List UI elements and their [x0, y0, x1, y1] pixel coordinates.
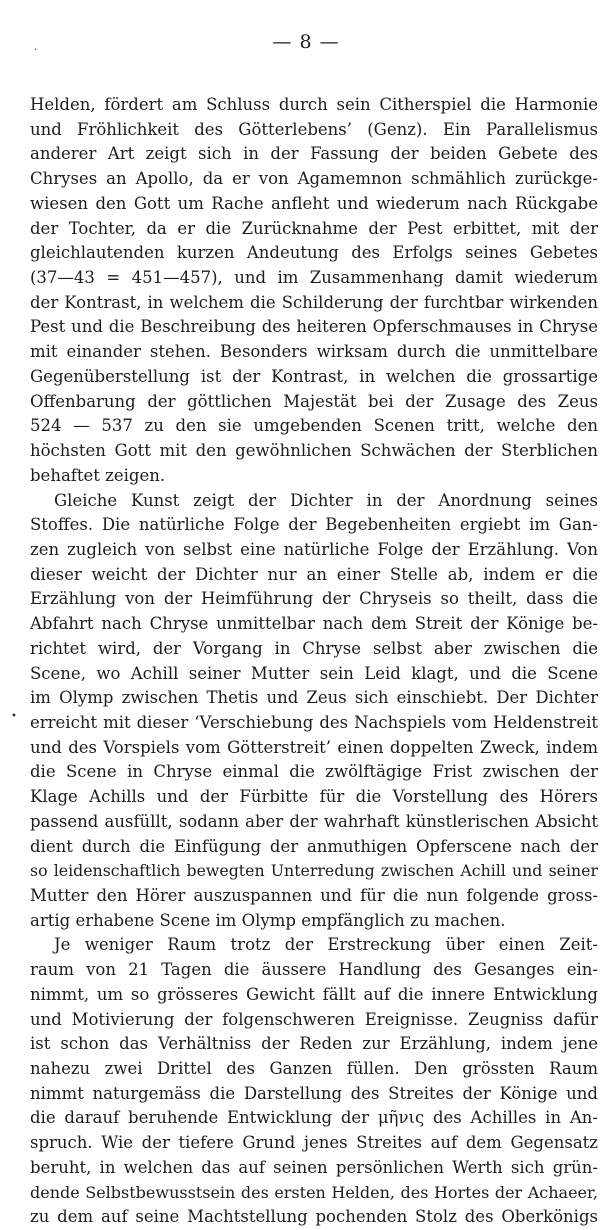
paragraph-end-line: behaftet zeigen. — [30, 465, 166, 485]
text-line: gleichlautenden kurzen Andeutung des Erfolgs seines Gebetes — [30, 243, 598, 263]
text-line: Scene, wo Achill seiner Mutter sein Leid klagt, und die Scene — [30, 663, 598, 683]
text-line: Mutter den Hörer auszuspannen und für die nun folgende gross- — [30, 886, 598, 905]
page-number: — 8 — — [272, 31, 340, 53]
text-line: raum von 21 Tagen die äussere Handlung des Gesanges ein- — [30, 960, 598, 980]
text-line: nimmt, um so grösseres Gewicht fällt auf die innere Entwicklung — [30, 984, 598, 1004]
print-speck: · — [34, 45, 38, 56]
text-line: passend ausfüllt, sodann aber der wahrhaft künstlerischen Absicht — [30, 811, 598, 831]
text-line: Offenbarung der göttlichen Majestät bei der Zusage des Zeus — [30, 391, 598, 411]
text-line: 524 — 537 zu den sie umgebenden Scenen tritt, welche den — [30, 416, 598, 436]
text-line: Abfahrt nach Chryse unmittelbar nach dem Streit der Könige be- — [30, 614, 598, 634]
text-line: mit einander stehen. Besonders wirksam durch die unmittelbare — [30, 342, 598, 362]
text-line: und Fröhlichkeit des Götterlebens’ (Genz). Ein Parallelismus — [30, 119, 598, 139]
text-line: und des Vorspiels vom Götterstreit’ einen doppelten Zweck, indem — [30, 737, 598, 757]
text-line: dende Selbstbewusstsein des ersten Helden, des Hortes der Achaeer, — [30, 1182, 598, 1202]
text-line: zu dem auf seine Machtstellung pochenden Stolz des Oberkönigs — [30, 1207, 598, 1227]
paragraph-end-line: artig erhabene Scene im Olymp empfänglich zu machen. — [30, 910, 506, 930]
text-line: Klage Achills und der Fürbitte für die Vorstellung des Hörers — [30, 787, 598, 807]
text-line: Chryses an Apollo, da er von Agamemnon schmählich zurückge- — [30, 169, 598, 189]
text-line: Helden, fördert am Schluss durch sein Citherspiel die Harmonie — [30, 95, 598, 114]
text-line: die darauf beruhende Entwicklung der μῆνις des Achilles in An- — [30, 1108, 598, 1128]
body-text — [30, 93, 598, 1230]
print-speck: • — [11, 711, 17, 722]
text-line: (37—43 = 451—457), und im Zusammenhang damit wiederum — [30, 268, 598, 288]
text-line: Stoffes. Die natürliche Folge der Begebenheiten ergiebt im Gan- — [30, 515, 598, 535]
text-line: richtet wird, der Vorgang in Chryse selbst aber zwischen die — [30, 638, 598, 658]
text-line: erreicht mit dieser ‘Verschiebung des Nachspiels vom Heldenstreit — [30, 712, 598, 732]
text-line: die Scene in Chryse einmal die zwölftägige Frist zwischen der — [30, 762, 598, 782]
text-line: nahezu zwei Drittel des Ganzen füllen. Den grössten Raum — [30, 1059, 598, 1079]
text-line: dieser weicht der Dichter nur an einer Stelle ab, indem er die — [30, 564, 598, 584]
text-line: anderer Art zeigt sich in der Fassung der beiden Gebete des — [30, 144, 598, 164]
paragraph-start-line: Gleiche Kunst zeigt der Dichter in der Anordnung seines — [54, 490, 598, 510]
text-line: im Olymp zwischen Thetis und Zeus sich einschiebt. Der Dichter — [30, 688, 598, 708]
text-line: und Motivierung der folgenschweren Ereignisse. Zeugniss dafür — [30, 1009, 598, 1029]
text-line: ist schon das Verhältniss der Reden zur Erzählung, indem jene — [30, 1034, 598, 1054]
text-line: Gegenüberstellung ist der Kontrast, in welchen die grossartige — [30, 366, 598, 386]
text-line: zen zugleich von selbst eine natürliche Folge der Erzählung. Von — [30, 539, 598, 559]
text-line: spruch. Wie der tiefere Grund jenes Streites auf dem Gegensatz — [30, 1133, 598, 1153]
paragraph-start-line: Je weniger Raum trotz der Erstreckung über einen Zeit- — [54, 935, 598, 955]
text-line: so leidenschaftlich bewegten Unterredung zwischen Achill und seiner — [30, 861, 598, 881]
text-line: der Kontrast, in welchem die Schilderung der furchtbar wirkenden — [30, 292, 598, 312]
text-line: wiesen den Gott um Rache anfleht und wiederum nach Rückgabe — [30, 193, 598, 213]
text-line: dient durch die Einfügung der anmuthigen Opferscene nach der — [30, 836, 598, 856]
text-line: beruht, in welchen das auf seinen persönlichen Werth sich grün- — [30, 1157, 598, 1177]
text-line: Pest und die Beschreibung des heiteren Opferschmauses in Chryse — [30, 317, 598, 337]
text-line: Erzählung von der Heimführung der Chryseis so theilt, dass die — [30, 589, 598, 609]
text-line: höchsten Gott mit den gewöhnlichen Schwächen der Sterblichen — [30, 441, 598, 461]
text-line: der Tochter, da er die Zurücknahme der Pest erbittet, mit der — [30, 218, 598, 238]
text-line: nimmt naturgemäss die Darstellung des Streites der Könige und — [30, 1083, 598, 1103]
